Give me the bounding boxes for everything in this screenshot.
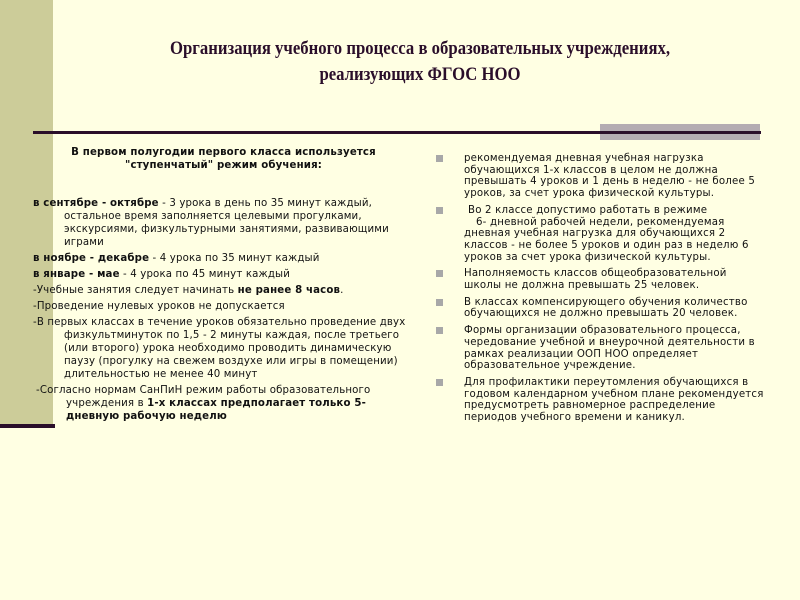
square-bullet-icon bbox=[436, 207, 443, 214]
list-item-text: В классах компенсирующего обучения количество обучающихся не должно превышать 20 человек. bbox=[464, 296, 748, 320]
period-text: - 3 урока в день по 35 минут каждый, остальное время заполняется целевыми прогулками, экскурсиями, физкультурными занятиями, развивающими играми bbox=[64, 198, 389, 248]
square-bullet-icon bbox=[436, 270, 443, 277]
title-line-2: реализующих ФГОС НОО bbox=[319, 64, 521, 85]
rule-text: -Согласно нормам СанПиН режим работы образовательного учреждения в bbox=[36, 385, 371, 409]
list-item bbox=[436, 268, 766, 291]
period-label: в ноябре - декабре bbox=[33, 253, 150, 264]
period-label: в сентябре - октябре bbox=[33, 198, 159, 209]
list-item bbox=[436, 377, 766, 424]
list-item-text: Для профилактики переутомления обучающихся в годовом календарном учебном плане рекомендуется предусмотреть равномерное распределение периодов учебного времени и каникул. bbox=[464, 376, 764, 424]
square-bullet-icon bbox=[436, 327, 443, 334]
rule-tail: . bbox=[340, 285, 344, 296]
right-bullet-list bbox=[436, 153, 766, 429]
list-item-text: Формы организации образовательного процесса, чередование учебной и внеурочной деятельности в рамках реализации ООП НОО определяет образовательное учреждение. bbox=[464, 325, 755, 372]
list-item-text-line: Во 2 классе допустимо работать в режиме bbox=[468, 204, 708, 216]
rule-text: -Учебные занятия следует начинать bbox=[33, 285, 238, 296]
square-bullet-icon bbox=[436, 155, 443, 162]
start-time-rule bbox=[33, 284, 408, 297]
left-content-column bbox=[33, 146, 408, 426]
list-item-text-line: 6- дневной рабочей недели, рекомендуемая bbox=[476, 216, 725, 228]
square-bullet-icon bbox=[436, 379, 443, 386]
title-line-1: Организация учебного процесса в образовательных учреждениях, bbox=[169, 38, 671, 59]
rule-emphasis: 1-х классах предполагает только 5-дневную рабочую неделю bbox=[66, 398, 366, 422]
intro-heading bbox=[33, 146, 408, 172]
period-text: - 4 урока по 35 минут каждый bbox=[149, 253, 320, 264]
intro-line-1: В первом полугодии первого класса используется bbox=[71, 147, 376, 158]
zero-lessons-rule bbox=[33, 300, 408, 313]
list-item-text: рекомендуемая дневная учебная нагрузка обучающихся 1-х классов в целом не должна превышать 4 уроков и 1 день в неделю - не более 5 уроков, за счет урока физической культуры. bbox=[464, 153, 756, 200]
square-bullet-icon bbox=[436, 299, 443, 306]
rule-text: -Проведение нулевых уроков не допускается bbox=[33, 301, 285, 312]
physical-breaks-rule bbox=[33, 316, 408, 381]
list-item bbox=[436, 153, 766, 200]
list-item bbox=[436, 297, 766, 320]
schedule-jan-may bbox=[33, 268, 408, 281]
title-divider bbox=[33, 131, 761, 134]
list-item-text: дневная учебная нагрузка для обучающихся 2 классов - не более 5 уроков и один раз в неделю 6 уроков за счет урока физической культуры. bbox=[464, 228, 749, 263]
schedule-nov-dec bbox=[33, 252, 408, 265]
list-item bbox=[436, 325, 766, 372]
list-item-text: Наполняемость классов общеобразовательной школы не должна превышать 25 человек. bbox=[464, 268, 727, 292]
period-text: - 4 урока по 45 минут каждый bbox=[119, 269, 291, 280]
slide-title bbox=[103, 36, 737, 88]
period-label: в январе - мае bbox=[33, 269, 120, 280]
intro-line-2: "ступенчатый" режим обучения: bbox=[124, 160, 322, 171]
list-item bbox=[436, 205, 766, 264]
sanpin-rule bbox=[33, 384, 408, 423]
rule-emphasis: не ранее 8 часов bbox=[237, 285, 341, 296]
schedule-sep-oct bbox=[33, 197, 408, 249]
rule-text: -В первых классах в течение уроков обязательно проведение двух физкультминуток по 1,5 - 2 минуты каждая, после третьего (или второго) урока необходимо проводить динамическую паузу (прогулку на свежем воздухе или игры в помещении) длительностью не менее 40 минут bbox=[33, 317, 406, 380]
